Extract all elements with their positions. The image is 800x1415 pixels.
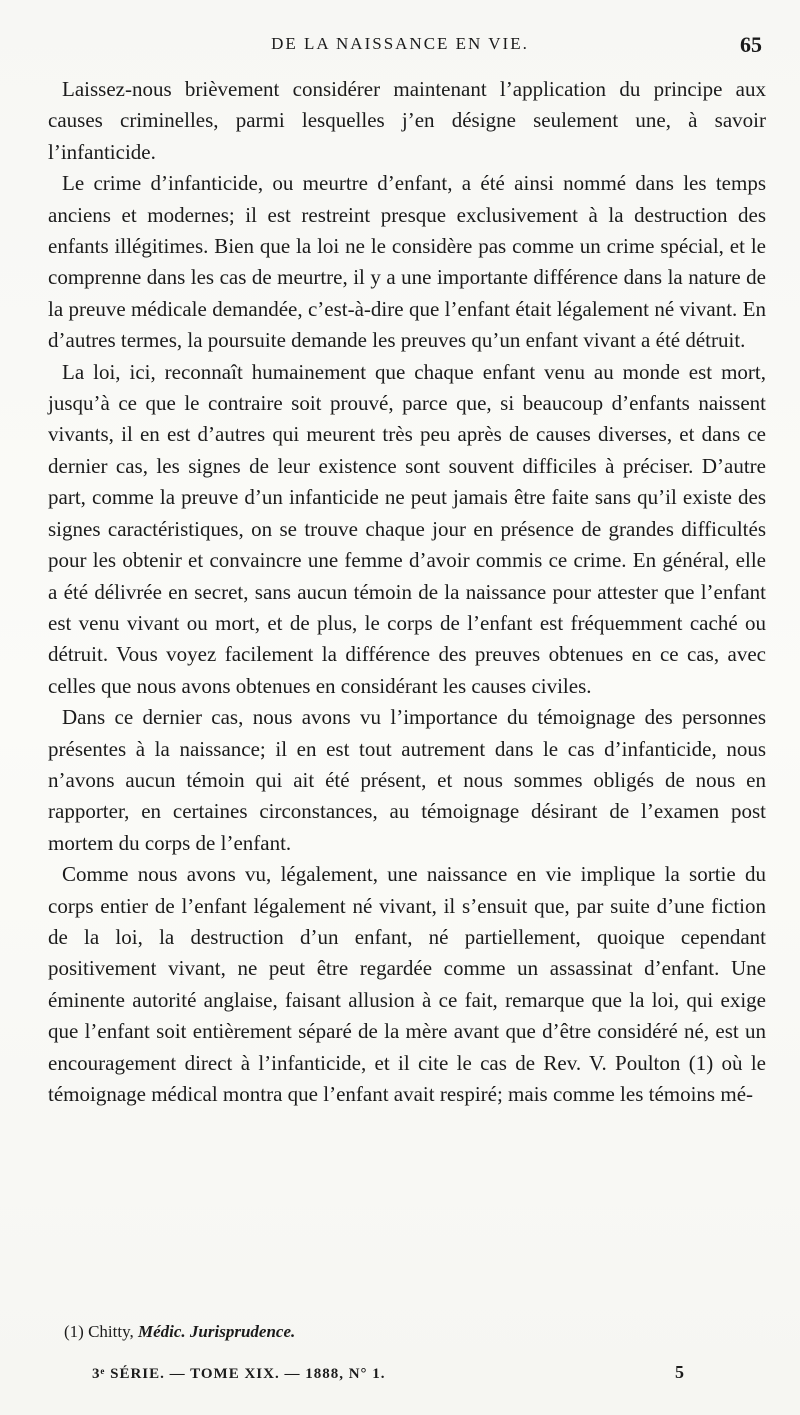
paragraph: Le crime d’infanticide, ou meurtre d’enfant, a été ainsi nommé dans les temps anciens et modernes; il est restreint presque exclusivement à la destruction des enfants illégitimes. Bien que la loi ne le considère pas comme un crime spécial, et le comprenne dans les cas de meurtre, il y a une importante différence dans la nature de la preuve médicale demandée, c’est-à-dire que l’enfant était légalement né vivant. En d’autres termes, la poursuite demande les preuves qu’un enfant vivant a été détruit. — [48, 171, 766, 353]
paragraph: Laissez-nous brièvement considérer maintenant l’application du principe aux causes criminelles, parmi lesquelles j’en désigne seulement une, à savoir l’infanticide. — [48, 77, 766, 164]
paragraph: La loi, ici, reconnaît humainement que chaque enfant venu au monde est mort, jusqu’à ce que le contraire soit prouvé, parce que, si beaucoup d’enfants naissent vivants, il en est d’autres qui meurent très peu après de causes diverses, et dans ce dernier cas, les signes de leur existence sont souvent difficiles à préciser. D’autre part, comme la preuve d’un infanticide ne peut jamais être faite sans qu’il existe des signes caractéristiques, on se trouve chaque jour en présence de grandes difficultés pour les obtenir et convaincre une femme d’avoir commis ce crime. En général, elle a été délivrée en secret, sans aucun témoin de la naissance pour attester que l’enfant est venu vivant ou mort, et de plus, le corps de l’enfant est fréquemment caché ou détruit. Vous voyez facilement la différence des preuves obtenues en ce cas, avec celles que nous avons obtenues en considérant les causes civiles. — [48, 359, 766, 698]
page-header — [0, 28, 800, 64]
page-number: 65 — [740, 32, 762, 57]
printer-signature: 3ᵉ SÉRIE. — TOME XIX. — 1888, N° 1. — [92, 1366, 386, 1382]
paragraph: Comme nous avons vu, légalement, une naissance en vie implique la sortie du corps entier de l’enfant légalement né vivant, il s’ensuit que, par suite d’une fiction de la loi, la destruction d’un enfant, né partiellement, quoique cependant positivement vivant, ne peut être regardée comme un assassinat d’enfant. Une éminente autorité anglaise, faisant allusion à ce fait, remarque que la loi, qui exige que l’enfant soit entièrement séparé de la mère avant que d’être considéré né, est un encouragement direct à l’infanticide, et il cite le cas de Rev. V. Poulton (1) où le témoignage médical montra que l’enfant avait respiré; mais comme les témoins mé- — [48, 862, 766, 1106]
body-text — [48, 74, 766, 1110]
running-title: DE LA NAISSANCE EN VIE. — [271, 34, 529, 53]
paragraph: Dans ce dernier cas, nous avons vu l’importance du témoignage des personnes présentes à la naissance; il en est tout autrement dans le cas d’infanticide, nous n’avons aucun témoin qui ait été présent, et nous sommes obligés de nous en rapporter, en certaines circonstances, au témoignage désirant de l’examen post mortem du corps de l’enfant. — [48, 705, 766, 855]
footnote — [64, 1322, 295, 1342]
footnote-marker: (1) Chitty, — [64, 1322, 134, 1341]
signature-mark: 5 — [675, 1362, 684, 1382]
footnote-work-title: Médic. Jurisprudence. — [137, 1322, 296, 1341]
